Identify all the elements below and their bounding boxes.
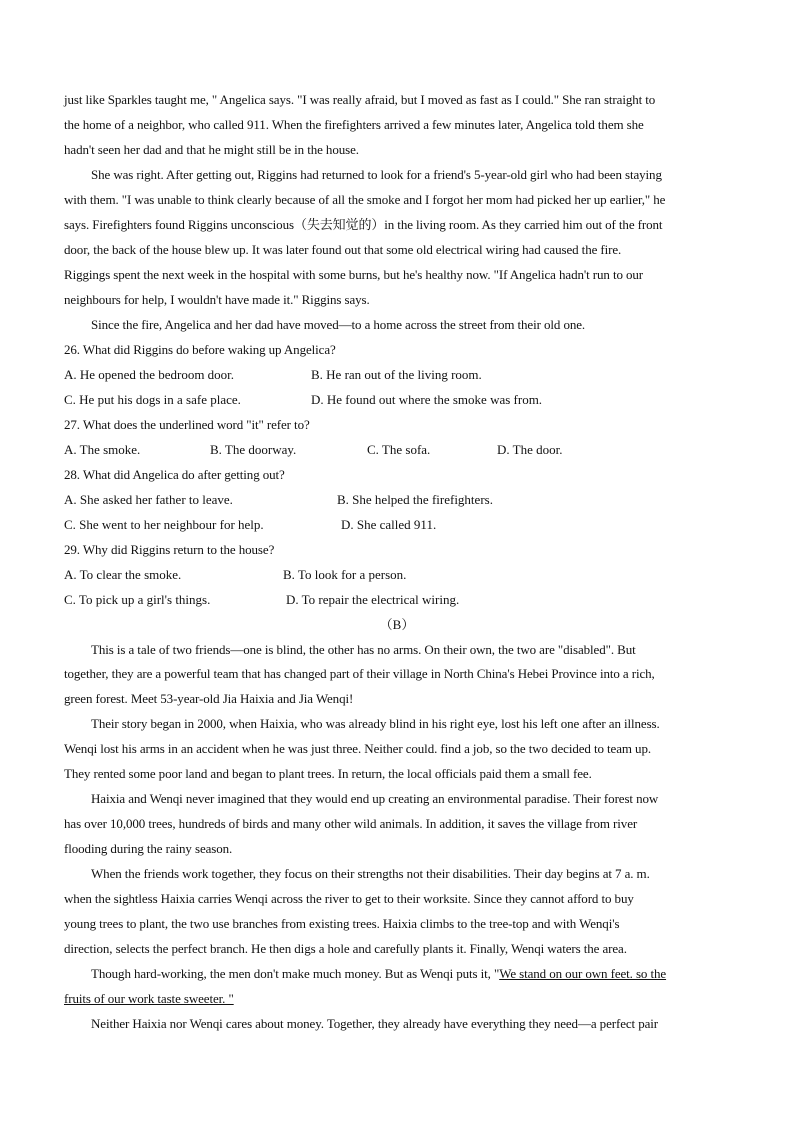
passage-a-line: the home of a neighbor, who called 911. When the firefighters arrived a few minutes later, Angelica told them she (64, 117, 644, 132)
answer-option: B. The doorway. (210, 442, 297, 457)
answer-option: D. She called 911. (341, 517, 437, 532)
passage-b-line: Wenqi lost his arms in an accident when he was just three. Neither could. find a job, so the two decided to team up. (64, 741, 652, 756)
passage-b-line: when the sightless Haixia carries Wenqi across the river to get to their worksite. Since they cannot afford to buy (64, 891, 634, 906)
passage-b-line: This is a tale of two friends—one is blind, the other has no arms. On their own, the two are "disabled". But (91, 642, 636, 657)
answer-option: C. She went to her neighbour for help. (64, 517, 264, 532)
passage-a-line: neighbours for help, I wouldn't have made it." Riggins says. (64, 292, 370, 307)
passage-a-line: Riggings spent the next week in the hospital with some burns, but he's healthy now. "If Angelica hadn't run to our (64, 267, 644, 282)
answer-option: D. He found out where the smoke was from. (311, 392, 543, 407)
answer-option: A. He opened the bedroom door. (64, 367, 235, 382)
question-stem: 28. What did Angelica do after getting out? (64, 467, 285, 482)
passage-b-line: has over 10,000 trees, hundreds of birds and many other wild animals. In addition, it saves the village from river (64, 816, 638, 831)
passage-b-line (64, 991, 234, 1007)
passage-b-line: When the friends work together, they focus on their strengths not their disabilities. Their day begins at 7 a. m. (91, 866, 650, 881)
passage-a-line: hadn't seen her dad and that he might still be in the house. (64, 142, 359, 157)
section-heading: （B） (379, 617, 415, 632)
passage-b-line: green forest. Meet 53-year-old Jia Haixia and Jia Wenqi! (64, 691, 354, 706)
passage-a-line: She was right. After getting out, Riggins had returned to look for a friend's 5-year-old girl who had been staying (91, 167, 662, 182)
question-stem: 26. What did Riggins do before waking up Angelica? (64, 342, 336, 357)
passage-b-line: young trees to plant, the two use branches from existing trees. Haixia climbs to the tree-top and with Wenqi's (64, 916, 620, 931)
answer-option: A. The smoke. (64, 442, 141, 457)
underlined-quote: We stand on our own feet. so the (499, 966, 667, 981)
passage-b-line: Their story began in 2000, when Haixia, who was already blind in his right eye, lost his left one after an illness. (91, 716, 660, 731)
passage-b-line: They rented some poor land and began to plant trees. In return, the local officials paid them a small fee. (64, 766, 592, 781)
passage-b-line: Haixia and Wenqi never imagined that they would end up creating an environmental paradise. Their forest now (91, 791, 659, 806)
passage-a-line: door, the back of the house blew up. It was later found out that some old electrical wiring had caused the fire. (64, 242, 622, 257)
answer-option: B. To look for a person. (283, 567, 407, 582)
question-stem: 29. Why did Riggins return to the house? (64, 542, 275, 557)
answer-option: A. To clear the smoke. (64, 567, 182, 582)
passage-b-line: flooding during the rainy season. (64, 841, 233, 856)
underlined-quote: fruits of our work taste sweeter. " (64, 991, 234, 1006)
passage-b-text: Though hard-working, the men don't make much money. But as Wenqi puts it, " (91, 966, 500, 981)
passage-a-line: Since the fire, Angelica and her dad have moved—to a home across the street from their old one. (91, 317, 586, 332)
passage-b-line (91, 966, 666, 982)
answer-option: A. She asked her father to leave. (64, 492, 233, 507)
answer-option: C. The sofa. (367, 442, 431, 457)
answer-option: C. To pick up a girl's things. (64, 592, 211, 607)
passage-b-line: Neither Haixia nor Wenqi cares about money. Together, they already have everything they need—a perfect pair (91, 1016, 659, 1031)
passage-b-line: direction, selects the perfect branch. He then digs a hole and carefully plants it. Finally, Wenqi waters the area. (64, 941, 627, 956)
passage-a-line: with them. "I was unable to think clearly because of all the smoke and I forgot her mom had picked her up earlier," he (64, 192, 666, 207)
answer-option: B. He ran out of the living room. (311, 367, 482, 382)
passage-a-line: says. Firefighters found Riggins unconscious（失去知觉的）in the living room. As they carried him out of the front (64, 217, 663, 232)
answer-option: B. She helped the firefighters. (337, 492, 493, 507)
answer-option: D. The door. (497, 442, 563, 457)
answer-option: C. He put his dogs in a safe place. (64, 392, 241, 407)
question-stem: 27. What does the underlined word "it" refer to? (64, 417, 310, 432)
answer-option: D. To repair the electrical wiring. (286, 592, 460, 607)
passage-b-line: together, they are a powerful team that has changed part of their village in North China's Hebei Province into a rich, (64, 666, 655, 681)
passage-a-line: just like Sparkles taught me, " Angelica says. "I was really afraid, but I moved as fast as I could." She ran straight to (64, 92, 656, 107)
